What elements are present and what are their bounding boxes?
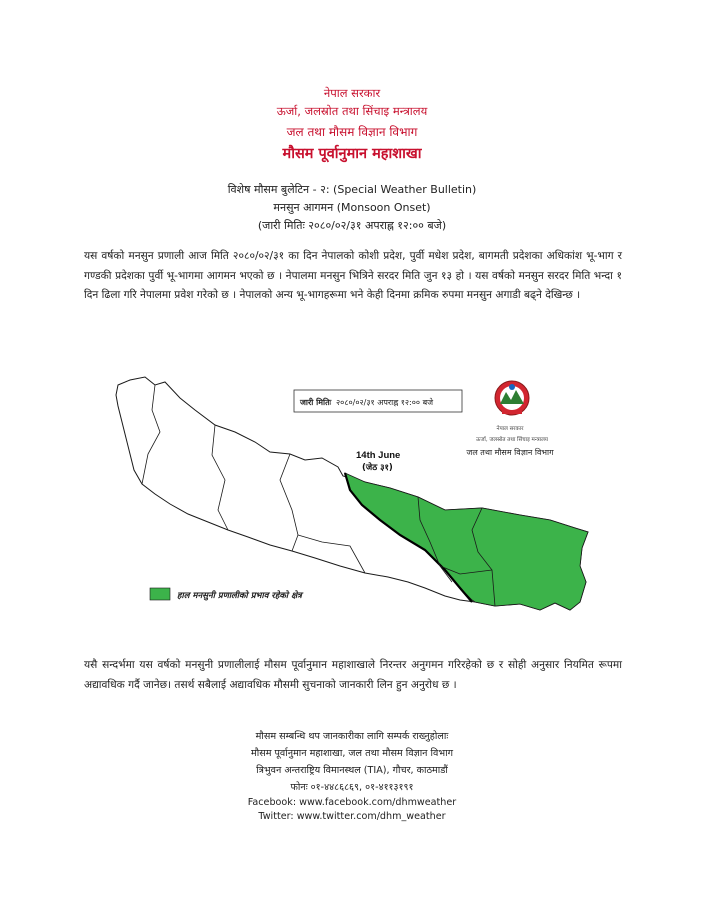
header-department: जल तथा मौसम विज्ञान विभाग — [286, 125, 418, 139]
bulletin-title: विशेष मौसम बुलेटिन - २: (Special Weather Bulletin) — [227, 183, 477, 196]
bulletin-paragraph-1: यस वर्षको मनसुन प्रणाली आज मिति २०८०/०२/३१ का दिन नेपालको कोशी प्रदेश, पुर्वी मधेश प्रदेश, बागमती प्रदेशका अधिकांश भू-भाग र गण्डकी प्रदेशका पुर्वी भू-भागमा आगमन भएको छ । नेपालमा मनसुन भित्रिने सरदर मिति जुन १३ हो । यस वर्षको मनसुन सरदर मिति भन्दा १ दिन ढिला गरि नेपालमा प्रवेश गरेको छ । नेपालको अन्य भू-भागहरूमा भने केही दिनमा क्रमिक रुपमा मनसुन अगाडी बढ्ने देखिन्छ । — [84, 250, 622, 301]
footer-contact-intro: मौसम सम्बन्धि थप जानकारीका लागि सम्पर्क राख्नुहोलाः — [255, 731, 449, 742]
bulletin-paragraph-2: यसै सन्दर्भमा यस वर्षको मनसुनी प्रणालीलाई मौसम पूर्वानुमान महाशाखाले निरन्तर अनुगमन गरिरहेको छ र सोही अनुसार नियमित रूपमा अद्यावधिक गर्दै जानेछ। तसर्थ सबैलाई अद्यावधिक मौसमी सुचनाको जानकारी लिन हुन अनुरोध छ । — [84, 659, 622, 691]
bulletin-issued-date: (जारी मितिः २०८०/०२/३१ अपराह्न १२:०० बजे) — [257, 219, 447, 232]
header-government: नेपाल सरकार — [323, 86, 381, 100]
logo-caption-department: जल तथा मौसम विज्ञान विभाग — [466, 448, 554, 457]
header-division: मौसम पूर्वानुमान महाशाखा — [282, 146, 422, 162]
onset-date-en: 14th June — [356, 450, 401, 461]
onset-date-np: (जेठ ३१) — [362, 463, 393, 473]
footer-phone: फोनः ०१-४४८६८६९, ०१-४११३१९१ — [290, 782, 414, 793]
issued-date-box-value: २०८०/०२/३१ अपराह्न १२:०० बजे — [336, 398, 434, 407]
header-ministry: ऊर्जा, जलस्रोत तथा सिंचाइ मन्त्रालय — [276, 104, 428, 118]
bulletin-subject: मनसुन आगमन (Monsoon Onset) — [273, 201, 431, 214]
nepal-emblem-logo — [495, 381, 529, 415]
logo-caption-government: नेपाल सरकार — [496, 426, 524, 432]
legend-swatch — [150, 588, 170, 600]
legend-label: हाल मनसुनी प्रणालीको प्रभाव रहेको क्षेत्र — [177, 591, 302, 601]
monsoon-onset-map — [100, 370, 610, 615]
logo-caption-ministry: ऊर्जा, जलस्रोत तथा सिंचाइ मन्त्रालय — [476, 437, 548, 443]
footer-division: मौसम पूर्वानुमान महाशाखा, जल तथा मौसम विज्ञान विभाग — [250, 748, 453, 759]
footer-facebook-link[interactable]: Facebook: www.facebook.com/dhmweather — [247, 797, 457, 808]
footer-twitter-link[interactable]: Twitter: www.twitter.com/dhm_weather — [258, 811, 446, 822]
footer-address: त्रिभुवन अन्तराष्ट्रिय विमानस्थल (TIA), गौचर, काठमाडौं — [256, 765, 448, 776]
issued-date-box-label: जारी मितिः — [300, 398, 332, 407]
